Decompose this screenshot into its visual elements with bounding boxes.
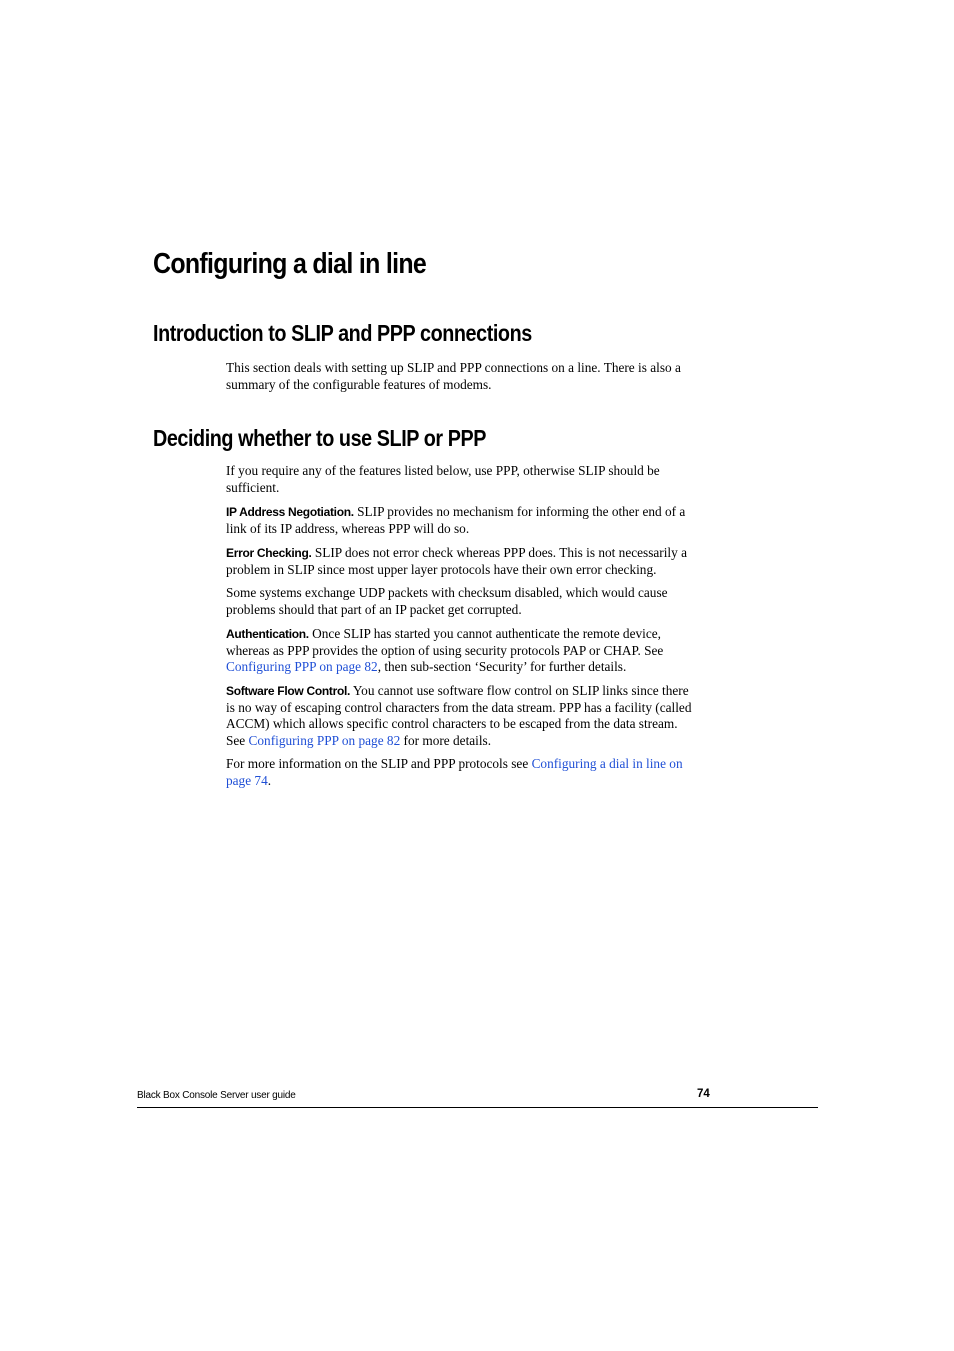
flow-control-text: You cannot use software flow control on SLIP links since there is no way of escaping control characters from the data stream. PPP has a facility (called ACCM) which allows specific control characters to be escaped from the data stream. See: [226, 683, 692, 748]
footer-rule: [137, 1107, 818, 1108]
page-title: Configuring a dial in line: [153, 248, 427, 280]
ip-negotiation-paragraph: [226, 504, 700, 537]
udp-paragraph: Some systems exchange UDP packets with checksum disabled, which would cause problems should that part of an IP packet get corrupted.: [226, 585, 668, 617]
configuring-dial-in-line-link[interactable]: Configuring a dial in line on page 74: [226, 756, 683, 788]
authentication-text: Once SLIP has started you cannot authenticate the remote device, whereas as PPP provides the option of using security protocols PAP or CHAP. See: [226, 626, 664, 658]
error-checking-text: SLIP does not error check whereas PPP does. This is not necessarily a problem in SLIP since most upper layer protocols have their own error checking.: [226, 545, 687, 577]
section-heading-deciding: Deciding whether to use SLIP or PPP: [153, 425, 487, 451]
authentication-tail: , then sub-section ‘Security’ for further details.: [377, 659, 627, 675]
flow-control-paragraph: [226, 683, 700, 749]
ip-negotiation-lead: IP Address Negotiation.: [226, 505, 354, 519]
footer-title: Black Box Console Server user guide: [137, 1090, 296, 1101]
ip-negotiation-text: SLIP provides no mechanism for informing the other end of a link of its IP address, whereas PPP will do so.: [226, 504, 686, 536]
more-info-tail: .: [267, 772, 272, 788]
configuring-ppp-link-2[interactable]: Configuring PPP on page 82: [248, 732, 401, 748]
deciding-intro-paragraph: If you require any of the features listed below, use PPP, otherwise SLIP should be sufficient.: [226, 463, 660, 495]
error-checking-paragraph: [226, 545, 700, 578]
more-info-text: For more information on the SLIP and PPP protocols see: [226, 756, 532, 771]
flow-control-lead: Software Flow Control.: [226, 684, 351, 698]
more-info-paragraph: [226, 756, 700, 789]
page-number: 74: [697, 1088, 710, 1100]
authentication-paragraph: [226, 626, 700, 676]
flow-control-tail: for more details.: [400, 732, 492, 748]
error-checking-lead: Error Checking.: [226, 546, 312, 560]
section-heading-introduction: Introduction to SLIP and PPP connections: [153, 320, 532, 346]
introduction-paragraph: This section deals with setting up SLIP and PPP connections on a line. There is also a summary of the configurable features of modems.: [226, 360, 681, 392]
authentication-lead: Authentication.: [226, 627, 309, 641]
configuring-ppp-link[interactable]: Configuring PPP on page 82: [226, 659, 378, 675]
